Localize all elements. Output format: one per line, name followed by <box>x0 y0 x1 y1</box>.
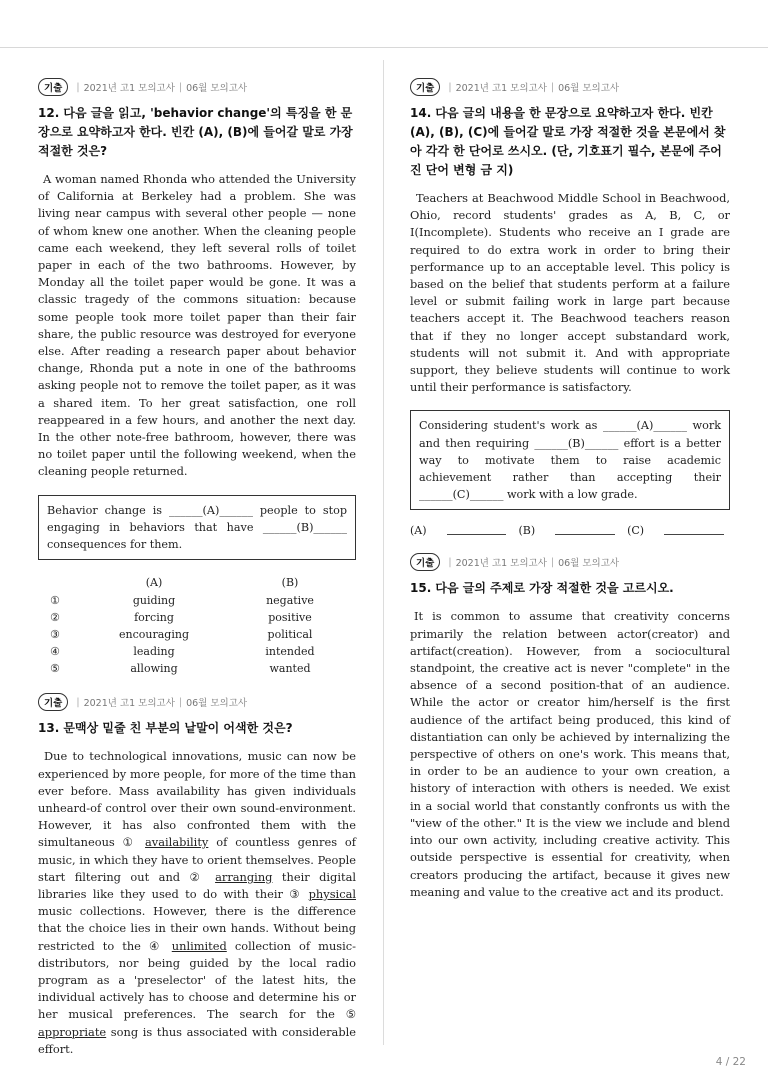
exam-month: 06월 모의고사 <box>558 83 620 94</box>
option-row[interactable] <box>38 626 356 643</box>
option-number: ③ <box>50 627 60 641</box>
option-number: ⑤ <box>50 662 60 676</box>
question-title: 14. 다음 글의 내용을 한 문장으로 요약하고자 한다. 빈칸 (A), (B), (C)에 들어갈 말로 가장 적절한 것을 본문에서 찾아 각각 한 단어로 쓰시오. (단, 기호표기 필수, 본문에 주어진 단어 변형 금 지) <box>410 106 726 177</box>
marker-3: ③ <box>289 887 303 902</box>
option-a: guiding <box>132 593 176 607</box>
underlined-word-5: appropriate <box>38 1024 107 1039</box>
source-badge: 기출 <box>38 693 68 711</box>
header-rule <box>0 47 768 48</box>
column-divider <box>383 60 384 1045</box>
underlined-word-2: arranging <box>215 869 273 884</box>
question-12 <box>38 78 356 677</box>
underlined-word-1: availability <box>145 835 209 850</box>
question-14 <box>410 78 730 537</box>
right-column <box>410 78 730 917</box>
marker-1: ① <box>122 835 138 850</box>
options-header <box>38 574 356 591</box>
passage: Due to technological innovations, music can now be experienced by more people, for more of the time than ever before. Mass availability has given individuals unheard-of control over their own sound-environment. However, it has also confronted them with the simultaneous ① availability of countless genres of music, in which they have to orient themselves. People start filtering out and ② arranging their digital libraries like they used to do with their ③ physical music collections. However, there is the difference that the choice lies in their own hands. Without being restricted to the ④ unlimited collection of music-distributors, nor being guided by the local radio program as a 'preselector' of the latest hits, the individual actively has to choose and determine his or her musical preferences. The search for the ⑤ appropriate song is thus associated with considerable effort. <box>38 749 357 1056</box>
passage: It is common to assume that creativity concerns primarily the relation between actor(creator) and artifact(creation). However, from a sociocultural standpoint, the creative act is never "complete" in the absence of a second position-that of an audience. While the actor or creator him/herself is the first audience of the artifact being produced, this kind of distantiation can only be achieved by internalizing the perspective of others on one's work. This means that, in order to be an audience to your own creation, a history of interaction with others is needed. We exist in a social world that constantly confronts us with the "view of the other." It is the view we include and blend into our own activity, including creative activity. This outside perspective is essential for creativity, when creators producing the artifact, because it gives new meaning and value to the creative act and its product. <box>410 609 730 899</box>
blank-a-field[interactable] <box>447 524 507 535</box>
option-b: political <box>267 627 313 641</box>
option-b: positive <box>268 610 312 624</box>
header-a: (A) <box>145 576 163 590</box>
question-tag: 기출 | 2021년 고1 모의고사 | 06월 모의고사 <box>410 553 730 571</box>
exam-year: 2021년 고1 모의고사 <box>455 83 547 94</box>
source-badge: 기출 <box>38 78 68 96</box>
blank-c-label: (C) <box>627 524 645 538</box>
option-row[interactable] <box>38 609 356 626</box>
passage: A woman named Rhonda who attended the University of California at Berkeley had a problem. She was living near campus with several other people — none of whom knew one another. When the cleaning people came each weekend, they left several rolls of toilet paper in each of the two bathrooms. However, by Monday all the toilet paper would be gone. It was a classic tragedy of the commons situation: because some people took more toilet paper than their fair share, the public resource was destroyed for everyone else. After reading a research paper about behavior change, Rhonda put a note in one of the bathrooms asking people not to remove the toilet paper, as it was a shared item. To her great satisfaction, one roll reappeared in a few hours, and another the next day. In the other note-free bathroom, however, there was no toilet paper until the following weekend, when the cleaning people returned. <box>38 172 356 479</box>
option-row[interactable] <box>38 591 356 608</box>
summary-box: Behavior change is ______(A)______ people to stop engaging in behaviors that have ______(B)______ consequences for them. <box>38 495 356 561</box>
blank-b-field[interactable] <box>555 524 615 535</box>
exam-year: 2021년 고1 모의고사 <box>83 698 175 710</box>
blank-c-field[interactable] <box>664 524 724 535</box>
option-b: wanted <box>269 662 311 676</box>
option-b: intended <box>265 645 315 659</box>
underlined-word-3: physical <box>308 887 357 902</box>
option-row[interactable] <box>38 643 356 660</box>
question-title: 15. 다음 글의 주제로 가장 적절한 것을 고르시오. <box>410 581 674 596</box>
option-number: ④ <box>50 645 60 659</box>
option-a: forcing <box>134 610 174 624</box>
option-a: encouraging <box>119 627 189 641</box>
blank-b-label: (B) <box>518 524 536 538</box>
header-b: (B) <box>281 576 299 590</box>
underlined-word-4: unlimited <box>171 938 227 953</box>
marker-2: ② <box>189 869 206 884</box>
question-15 <box>410 553 730 900</box>
page-number: 4 / 22 <box>715 1056 746 1068</box>
option-number: ② <box>50 610 60 624</box>
exam-year: 2021년 고1 모의고사 <box>83 83 175 94</box>
question-title: 12. 다음 글을 읽고, 'behavior change'의 특징을 한 문장으로 요약하고자 한다. 빈칸 (A), (B)에 들어갈 말로 가장 적절한 것은? <box>38 106 353 158</box>
source-badge: 기출 <box>410 553 440 571</box>
option-b: negative <box>266 593 314 607</box>
left-column <box>38 78 356 1074</box>
exam-year: 2021년 고1 모의고사 <box>455 558 547 570</box>
exam-month: 06월 모의고사 <box>186 83 248 94</box>
summary-box: Considering student's work as ______(A)______ work and then requiring ______(B)______ effort is a better way to motivate them to raise academic achievement rather than accepting their ______(C)______ work with a low grade. <box>410 410 730 510</box>
question-tag: 기출 | 2021년 고1 모의고사 | 06월 모의고사 <box>410 78 730 96</box>
marker-4: ④ <box>149 938 164 953</box>
option-row[interactable] <box>38 660 356 677</box>
option-a: leading <box>133 645 175 659</box>
passage: Teachers at Beachwood Middle School in Beachwood, Ohio, record students' grades as A, B, C, or I(Incomplete). Students who receive an I grade are required to do extra work in order to bring their performance up to an acceptable level. This policy is based on the belief that students perform at a failure level or submit failing work in large part because teachers accept it. The Beachwood teachers reason that if they no longer accept substandard work, students will not submit it. And with appropriate support, they believe students will continue to work until their performance is satisfactory. <box>410 191 730 395</box>
question-tag: 기출 | 2021년 고1 모의고사 | 06월 모의고사 <box>38 78 356 96</box>
answer-blanks <box>410 524 730 537</box>
option-number: ① <box>50 593 60 607</box>
question-tag: 기출 | 2021년 고1 모의고사 | 06월 모의고사 <box>38 693 356 711</box>
exam-month: 06월 모의고사 <box>186 698 248 710</box>
exam-month: 06월 모의고사 <box>558 558 620 570</box>
question-13 <box>38 693 356 1058</box>
source-badge: 기출 <box>410 78 440 96</box>
answer-options <box>38 574 356 677</box>
blank-a-label: (A) <box>410 524 427 538</box>
marker-5: ⑤ <box>345 1007 356 1022</box>
option-a: allowing <box>130 662 178 676</box>
question-title: 13. 문맥상 밑줄 친 부분의 낱말이 어색한 것은? <box>38 721 293 736</box>
